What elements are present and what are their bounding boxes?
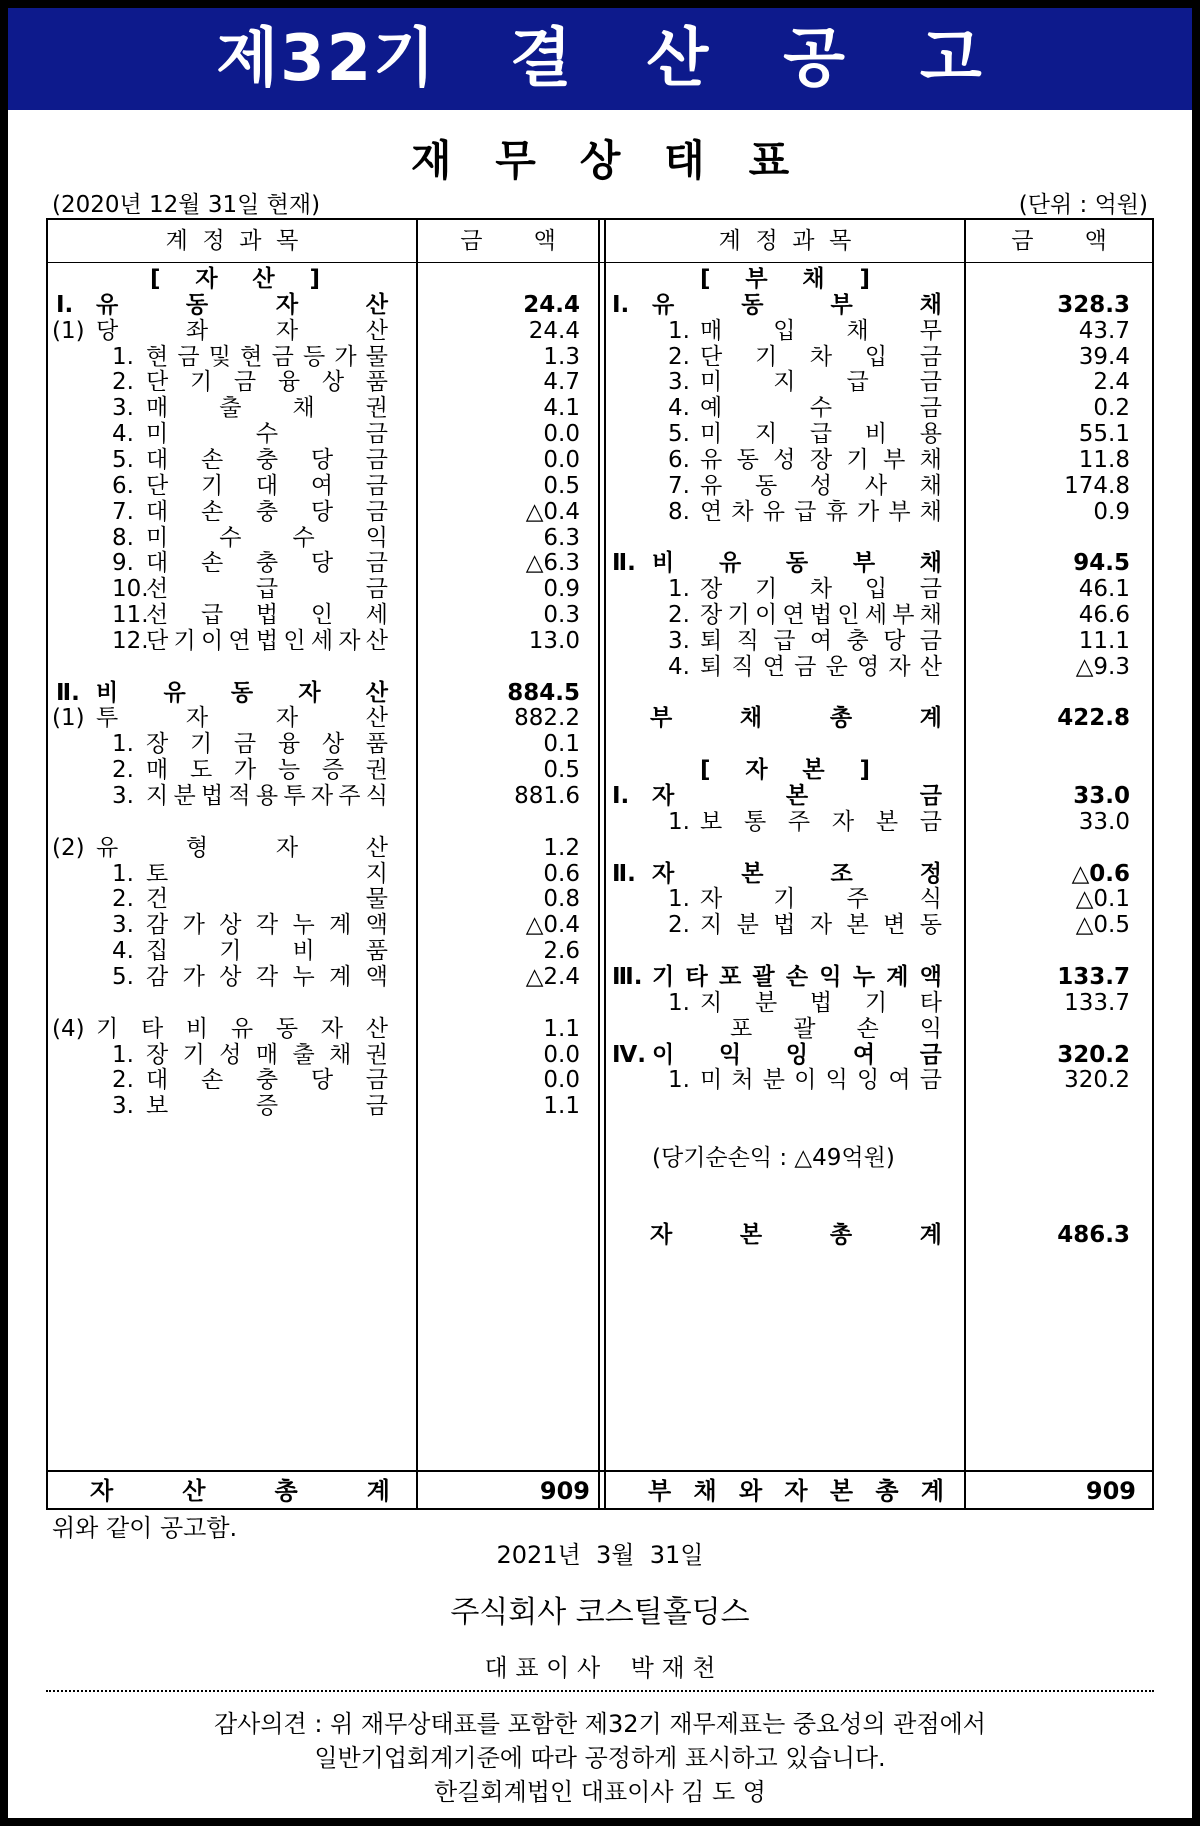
liability-row-label: (당기순손익 : △49억원) <box>652 1144 895 1171</box>
liability-row-label: 퇴 직 급 여 충 당 금 <box>700 627 942 654</box>
liability-row-label: 자 본 금 <box>652 783 942 809</box>
asset-row-number: 3. <box>112 783 134 809</box>
asset-row-label: 장 기 성 매 출 채 권 <box>146 1041 388 1068</box>
asset-row-number: 4. <box>112 421 134 448</box>
liability-row-number: 1. <box>668 576 690 603</box>
asset-row-amount: 884.5 <box>507 679 580 706</box>
asset-row-number: 1. <box>112 731 134 758</box>
liability-row-number: Ⅱ. <box>612 860 636 887</box>
liability-row-number: 1. <box>668 989 690 1016</box>
liability-row-label: 보 통 주 자 본 금 <box>700 808 942 835</box>
total-assets-amount: 909 <box>539 1477 590 1505</box>
liability-row-number: 2. <box>668 343 690 370</box>
notice-statement: 위와 같이 공고함. <box>52 1514 238 1542</box>
liability-row-amount: 94.5 <box>1073 550 1130 577</box>
asset-row-amount: 24.4 <box>523 291 580 318</box>
asset-row-amount: 882.2 <box>514 705 580 732</box>
asset-row-amount: 4.7 <box>543 369 580 396</box>
liability-row-label: [ 자 본 ] <box>700 757 870 784</box>
asset-row-label: 지 분 법 적 용 투 자 주 식 <box>146 783 388 809</box>
liability-row-number: 8. <box>668 498 690 525</box>
liability-row-label: 미 처 분 이 익 잉 여 금 <box>700 1067 942 1094</box>
liability-row-label: 퇴 직 연 금 운 영 자 산 <box>700 653 942 680</box>
liability-row-number: 3. <box>668 369 690 396</box>
asset-row-label: 단 기 이 연 법 인 세 자 산 <box>146 627 388 654</box>
left-amount-header: 금 액 <box>460 228 556 254</box>
as-of-date: (2020년 12월 31일 현재) <box>52 192 321 218</box>
liability-row <box>0 910 1200 940</box>
total-assets-label: 자 산 총 계 <box>90 1477 390 1505</box>
asset-row-number: 5. <box>112 446 134 473</box>
asset-row-amount: 0.6 <box>543 860 580 887</box>
liability-row-number: Ⅳ. <box>612 1041 647 1068</box>
asset-row-amount: 6.3 <box>543 524 580 551</box>
asset-row-number: 2. <box>112 886 134 913</box>
liability-row-amount: 320.2 <box>1064 1067 1130 1094</box>
liability-row-label: 단 기 차 입 금 <box>700 343 942 370</box>
asset-row-label: 대 손 충 당 금 <box>146 1067 388 1094</box>
liability-row-label: 유 동 부 채 <box>652 291 942 318</box>
liability-row-label: 자 본 총 계 <box>650 1222 942 1249</box>
asset-row <box>0 1091 1200 1121</box>
asset-row-number: 8. <box>112 524 134 551</box>
liability-row-amount: 39.4 <box>1078 343 1130 370</box>
statement-title: 재 무 상 태 표 <box>410 136 790 185</box>
asset-row-amount: 0.0 <box>543 421 580 448</box>
asset-row-label: 감 가 상 각 누 계 액 <box>146 912 388 939</box>
asset-row-amount: 0.1 <box>543 731 580 758</box>
audit-opinion-line1: 감사의견 : 위 재무상태표를 포함한 제32기 재무제표는 중요성의 관점에서 <box>214 1710 986 1738</box>
liability-row-amount: 328.3 <box>1057 291 1130 318</box>
liability-row-number: 1. <box>668 1067 690 1094</box>
liability-row-number: 7. <box>668 472 690 499</box>
liability-row-label: 유 동 성 사 채 <box>700 472 942 499</box>
asset-row-amount: 0.0 <box>543 1041 580 1068</box>
liability-row-amount: 174.8 <box>1064 472 1130 499</box>
right-amount-header: 금 액 <box>1011 228 1107 254</box>
liability-row-number: Ⅰ. <box>612 291 630 318</box>
liability-row <box>0 652 1200 682</box>
total-liabilities-equity-amount: 909 <box>1085 1477 1136 1505</box>
asset-row-label: 비 유 동 자 산 <box>96 679 388 706</box>
asset-row-number: 7. <box>112 498 134 525</box>
total-liabilities-equity-label: 부 채 와 자 본 총 계 <box>648 1477 944 1505</box>
asset-row-label: 유 동 자 산 <box>96 291 388 318</box>
liability-row-amount: △0.1 <box>1075 886 1130 913</box>
liability-row-label: 자 기 주 식 <box>700 886 942 913</box>
asset-row-label: 대 손 충 당 금 <box>146 550 388 577</box>
liability-row-label: 유 동 성 장 기 부 채 <box>700 446 942 473</box>
asset-row-label: [ 자 산 ] <box>150 266 320 292</box>
liability-row-label: 매 입 채 무 <box>700 317 942 344</box>
liability-row-amount: 11.1 <box>1078 627 1130 654</box>
asset-row-number: 1. <box>112 860 134 887</box>
liability-row-amount: 33.0 <box>1078 808 1130 835</box>
liability-row-number: 3. <box>668 627 690 654</box>
asset-row-amount: 0.0 <box>543 446 580 473</box>
liability-row-label: 장 기 이 연 법 인 세 부 채 <box>700 602 942 629</box>
asset-row-amount: 0.3 <box>543 602 580 629</box>
asset-row-label: 대 손 충 당 금 <box>146 498 388 525</box>
asset-row-amount: 1.3 <box>543 343 580 370</box>
liability-row-label: 자 본 조 정 <box>652 860 942 887</box>
asset-row-number: (2) <box>52 834 85 861</box>
liability-row-number: Ⅱ. <box>612 550 636 577</box>
asset-row-label: 보 증 금 <box>146 1093 388 1120</box>
asset-row-label: 미 수 금 <box>146 421 388 448</box>
asset-row-amount: 1.1 <box>543 1015 580 1042</box>
liability-row-amount: 422.8 <box>1057 705 1130 732</box>
liability-row-amount: 33.0 <box>1073 783 1130 809</box>
asset-row-number: 2. <box>112 369 134 396</box>
asset-row-number: 3. <box>112 395 134 422</box>
liability-row-label: [ 부 채 ] <box>700 266 870 292</box>
unit-label: (단위 : 억원) <box>1018 192 1148 218</box>
asset-row-label: 집 기 비 품 <box>146 938 388 965</box>
audit-opinion-line3: 한길회계법인 대표이사 김 도 영 <box>434 1778 766 1806</box>
asset-row-number: 10. <box>112 576 149 603</box>
liability-row-amount: 46.1 <box>1078 576 1130 603</box>
liability-row-label: 예 수 금 <box>700 395 942 422</box>
liability-row-label: 지 분 법 기 타 <box>700 989 942 1016</box>
asset-row-number: 2. <box>112 1067 134 1094</box>
liability-row-amount: 43.7 <box>1078 317 1130 344</box>
liability-row <box>0 1065 1200 1095</box>
asset-row-amount: 0.0 <box>543 1067 580 1094</box>
asset-row-number: 1. <box>112 343 134 370</box>
liability-row-label: 연 차 유 급 휴 가 부 채 <box>700 498 942 525</box>
liability-row-amount: 55.1 <box>1078 421 1130 448</box>
liability-row-label: 기 타 포 괄 손 익 누 계 액 <box>652 963 942 990</box>
ceo-name: 대 표 이 사 박 재 천 <box>484 1654 716 1682</box>
asset-row-number: 5. <box>112 963 134 990</box>
liability-row <box>0 703 1200 733</box>
liability-row-label: 미 지 급 비 용 <box>700 421 942 448</box>
asset-row-number: 2. <box>112 757 134 784</box>
asset-row-label: 장 기 금 융 상 품 <box>146 731 388 758</box>
liability-row-number: 1. <box>668 886 690 913</box>
liability-row-amount: △9.3 <box>1075 653 1130 680</box>
liability-row-number: Ⅲ. <box>612 963 643 990</box>
liability-row-number: 1. <box>668 808 690 835</box>
right-account-header: 계 정 과 목 <box>718 228 852 254</box>
asset-row-amount: 13.0 <box>528 627 580 654</box>
liability-row-number: 1. <box>668 317 690 344</box>
liability-row-number: 2. <box>668 602 690 629</box>
asset-row-number: 1. <box>112 1041 134 1068</box>
asset-row-label: 건 물 <box>146 886 388 913</box>
liability-row <box>0 807 1200 837</box>
asset-row-amount: 0.5 <box>543 757 580 784</box>
liability-row-label: 장 기 차 입 금 <box>700 576 942 603</box>
asset-row-label: 투 자 자 산 <box>96 705 388 732</box>
liability-row-amount: 11.8 <box>1078 446 1130 473</box>
asset-row-label: 매 출 채 권 <box>146 395 388 422</box>
liability-row-amount: 46.6 <box>1078 602 1130 629</box>
liability-row-label: 포 괄 손 익 <box>730 1015 942 1042</box>
asset-row-number: 9. <box>112 550 134 577</box>
notice-date: 2021년 3월 31일 <box>496 1541 704 1569</box>
liability-row-number: 5. <box>668 421 690 448</box>
liability-row-number: 4. <box>668 395 690 422</box>
liability-row-number: 4. <box>668 653 690 680</box>
asset-row-number: (4) <box>52 1015 85 1042</box>
asset-row-number: 4. <box>112 938 134 965</box>
asset-row-label: 현 금 및 현 금 등 가 물 <box>146 343 388 370</box>
liability-row-label: 미 지 급 금 <box>700 369 942 396</box>
company-name: 주식회사 코스틸홀딩스 <box>450 1595 750 1630</box>
asset-row-amount: 0.9 <box>543 576 580 603</box>
asset-row-amount: 881.6 <box>514 783 580 809</box>
asset-row-amount: 24.4 <box>528 317 580 344</box>
asset-row-amount: 0.5 <box>543 472 580 499</box>
liability-row-amount: 0.2 <box>1093 395 1130 422</box>
asset-row-number: (1) <box>52 705 85 732</box>
liability-row-label: 비 유 동 부 채 <box>652 550 942 577</box>
asset-row-number: 3. <box>112 912 134 939</box>
asset-row-label: 기 타 비 유 동 자 산 <box>96 1015 388 1042</box>
asset-row-label: 선 급 금 <box>146 576 388 603</box>
liability-row-amount: △0.6 <box>1071 860 1130 887</box>
liability-row-amount: 0.9 <box>1093 498 1130 525</box>
liability-row-number: 2. <box>668 912 690 939</box>
divider <box>46 1690 1154 1692</box>
asset-row-label: 토 지 <box>146 860 388 887</box>
liability-row-label: 이 익 잉 여 금 <box>652 1041 942 1068</box>
asset-row-number: 12. <box>112 627 149 654</box>
liability-row <box>0 497 1200 527</box>
asset-row-number: 3. <box>112 1093 134 1120</box>
asset-row-number: Ⅰ. <box>56 291 74 318</box>
asset-row-label: 단 기 대 여 금 <box>146 472 388 499</box>
asset-row-amount: 1.2 <box>543 834 580 861</box>
liability-row <box>0 1143 1200 1173</box>
asset-row-label: 대 손 충 당 금 <box>146 446 388 473</box>
asset-row-label: 선 급 법 인 세 <box>146 602 388 629</box>
liability-row-amount: 320.2 <box>1057 1041 1130 1068</box>
notice-banner: 제32기 결 산 공 고 <box>8 8 1192 110</box>
asset-row-number: (1) <box>52 317 85 344</box>
asset-row-amount: △6.3 <box>525 550 580 577</box>
left-account-header: 계 정 과 목 <box>165 228 299 254</box>
liability-row-amount: 486.3 <box>1057 1222 1130 1249</box>
liability-row-label: 부 채 총 계 <box>650 705 942 732</box>
liability-row-number: 6. <box>668 446 690 473</box>
asset-row-number: 6. <box>112 472 134 499</box>
asset-row-label: 감 가 상 각 누 계 액 <box>146 963 388 990</box>
asset-row-label: 당 좌 자 산 <box>96 317 388 344</box>
liability-row-number: Ⅰ. <box>612 783 630 809</box>
liability-row-amount: 2.4 <box>1093 369 1130 396</box>
asset-row-label: 미 수 수 익 <box>146 524 388 551</box>
asset-row-amount: 0.8 <box>543 886 580 913</box>
asset-row-label: 단 기 금 융 상 품 <box>146 369 388 396</box>
liability-row-amount: △0.5 <box>1075 912 1130 939</box>
asset-row-label: 유 형 자 산 <box>96 834 388 861</box>
asset-row-amount: 2.6 <box>543 938 580 965</box>
asset-row-amount: 1.1 <box>543 1093 580 1120</box>
liability-row-amount: 133.7 <box>1064 989 1130 1016</box>
liability-row <box>0 1220 1200 1250</box>
liability-row-amount: 133.7 <box>1057 963 1130 990</box>
audit-opinion-line2: 일반기업회계기준에 따라 공정하게 표시하고 있습니다. <box>314 1744 886 1772</box>
liability-row-label: 지 분 법 자 본 변 동 <box>700 912 942 939</box>
asset-row-amount: △0.4 <box>525 912 580 939</box>
asset-row-amount: △0.4 <box>525 498 580 525</box>
asset-row-amount: 4.1 <box>543 395 580 422</box>
asset-row-amount: △2.4 <box>525 963 580 990</box>
asset-row-number: Ⅱ. <box>56 679 80 706</box>
asset-row-label: 매 도 가 능 증 권 <box>146 757 388 784</box>
asset-row-number: 11. <box>112 602 149 629</box>
